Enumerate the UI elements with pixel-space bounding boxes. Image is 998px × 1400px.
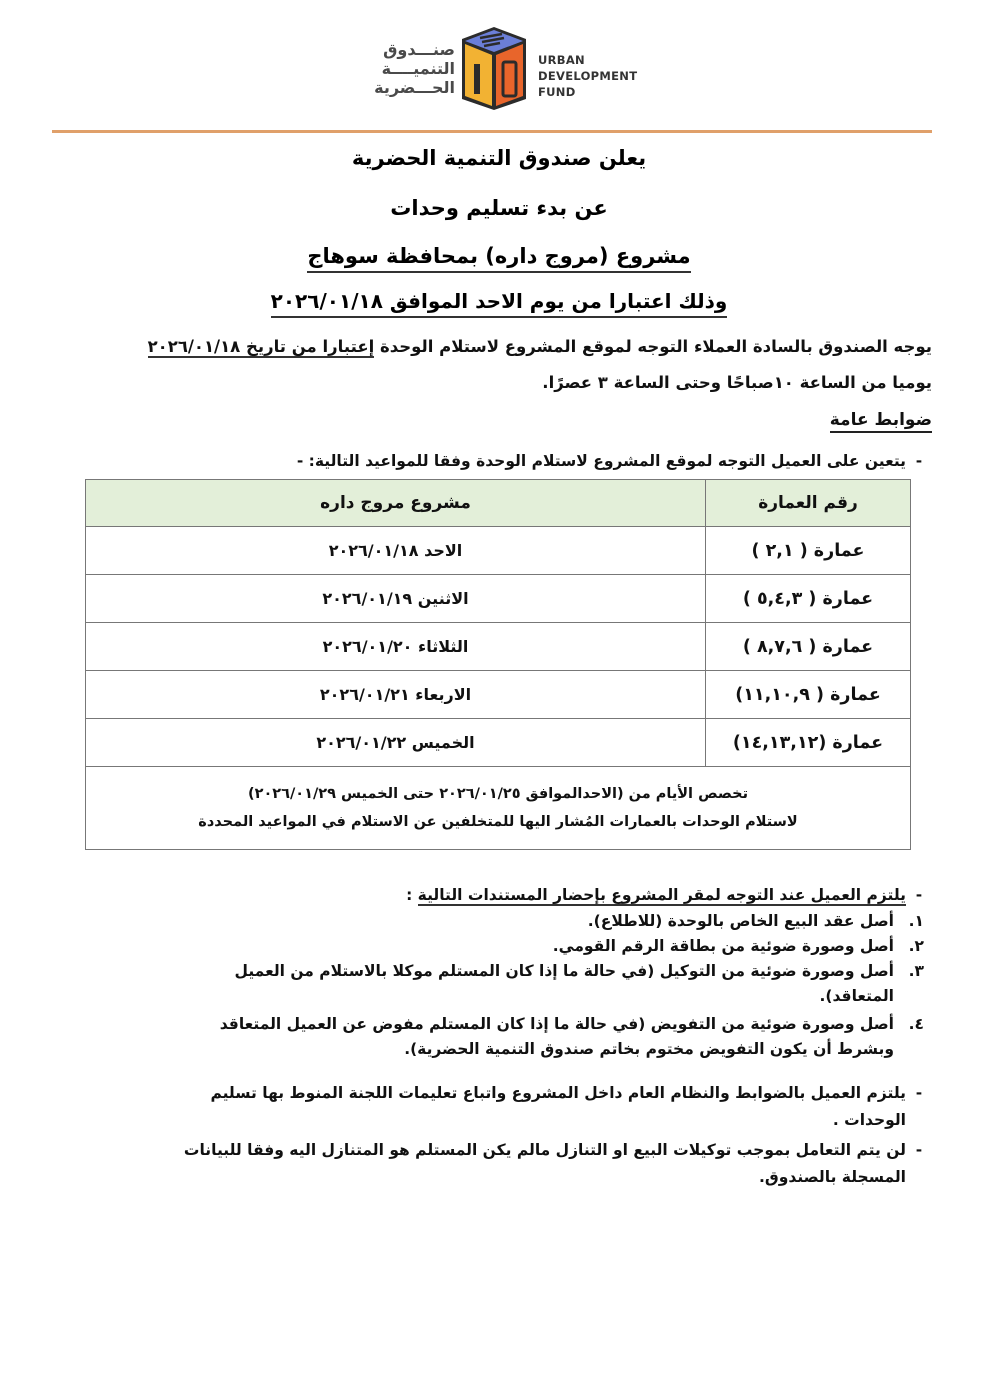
list-item: ٢. أصل وصورة ضوئية من بطاقة الرقم القومي. [552, 937, 924, 955]
building-cell: عمارة ( ٢,١ ) [706, 527, 911, 575]
announcement-subtitle: عن بدء تسليم وحدات [390, 196, 608, 220]
list-item: ٣. أصل وصورة ضوئية من التوكيل (في حالة ما إذا كان المستلم موكلا بالاستلام من العميل المتعاقد). [234, 962, 924, 1005]
table-note-row [86, 767, 911, 850]
date-cell: الثلاثاء ٢٠٢٦/٠١/٢٠ [86, 623, 706, 671]
logo-english-name: URBAN DEVELOPMENT FUND [538, 53, 638, 99]
intro-line-1: يوجه الصندوق بالسادة العملاء التوجه لموقع المشروع لاستلام الوحدة إعتبارا من تاريخ ٢٠٢٦/٠١/١٨ [147, 337, 932, 356]
urban-development-fund-logo [345, 22, 645, 114]
date-cell: الاثنين ٢٠٢٦/٠١/١٩ [86, 575, 706, 623]
logo-arabic-name: صنـــدوق التنميــــة الحـــضرية [374, 40, 455, 97]
logo-cube-icon [458, 24, 530, 112]
table-row [86, 623, 911, 671]
header-building-number: رقم العمارة [706, 480, 911, 527]
date-cell: الاربعاء ٢٠٢٦/٠١/٢١ [86, 671, 706, 719]
table-row [86, 671, 911, 719]
building-cell: عمارة ( ٥,٤,٣ ) [706, 575, 911, 623]
bullet-schedule-intro: -يتعين على العميل التوجه لموقع المشروع لاستلام الوحدة وفقا للمواعيد التالية: - [296, 452, 923, 470]
announcement-title: يعلن صندوق التنمية الحضرية [351, 146, 647, 170]
table-row [86, 527, 911, 575]
project-title: مشروع (مروج داره) بمحافظة سوهاج [0, 244, 998, 268]
intro-date-highlight: إعتبارا من تاريخ ٢٠٢٦/٠١/١٨ [147, 337, 375, 356]
table-header-row [86, 480, 911, 527]
date-cell: الخميس ٢٠٢٦/٠١/٢٢ [86, 719, 706, 767]
delivery-schedule-table [85, 479, 911, 850]
late-pickup-note: تخصص الأيام من (الاحدالموافق ٢٠٢٦/٠١/٢٥ حتى الخميس ٢٠٢٦/٠١/٢٩) لاستلام الوحدات بالعمارات المُشار اليها للمتخلفين عن الاستلام في المواعيد المحددة [86, 767, 911, 850]
header-divider [52, 130, 932, 133]
bullet-required-documents: -يلتزم العميل عند التوجه لمقر المشروع بإحضار المستندات التالية : [406, 886, 923, 904]
list-item: ١. أصل عقد البيع الخاص بالوحدة (للاطلاع). [587, 912, 924, 930]
intro-line-2: يوميا من الساعة ١٠صباحًا وحتى الساعة ٣ عصرًا. [542, 373, 932, 392]
section-title-general-rules: ضوابط عامة [830, 410, 932, 433]
building-cell: عمارة ( ٨,٧,٦ ) [706, 623, 911, 671]
table-row [86, 719, 911, 767]
building-cell: عمارة ( ١١,١٠,٩) [706, 671, 911, 719]
start-date-title: وذلك اعتبارا من يوم الاحد الموافق ٢٠٢٦/٠١/١٨ [0, 289, 998, 313]
list-item: ٤. أصل وصورة ضوئية من التفويض (في حالة ما إذا كان المستلم مفوض عن العميل المتعاقد وبشرط أن يكون التفويض مختوم بخاتم صندوق التنمية الحضرية). [219, 1015, 924, 1058]
building-cell: عمارة (١٤,١٣,١٢) [706, 719, 911, 767]
table-row [86, 575, 911, 623]
header-project-date: مشروع مروج داره [86, 480, 706, 527]
date-cell: الاحد ٢٠٢٦/٠١/١٨ [86, 527, 706, 575]
bullet-power-of-attorney: -لن يتم التعامل بموجب توكيلات البيع او التنازل مالم يكن المستلم هو المتنازل اليه وفقا للبيانات المسجلة بالصندوق. [183, 1141, 923, 1186]
required-documents-list [72, 909, 932, 1062]
bullet-site-rules: -يلتزم العميل بالضوابط والنظام العام داخل المشروع واتباع تعليمات اللجنة المنوط بها تسليم الوحدات . [210, 1084, 923, 1129]
